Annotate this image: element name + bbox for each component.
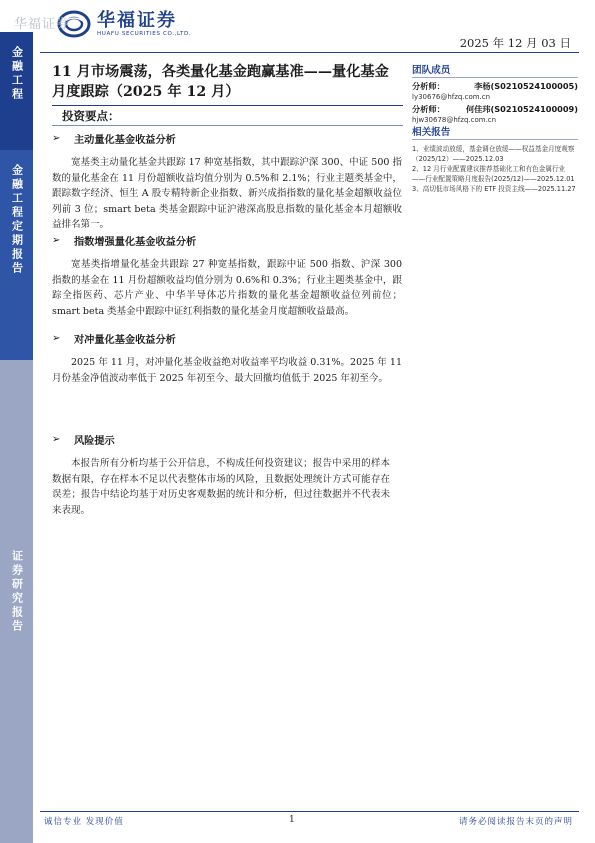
section-heading: 风险提示 <box>74 435 115 447</box>
sidebar <box>0 32 33 815</box>
section-active-quant <box>52 131 402 233</box>
brand-logo <box>57 10 191 38</box>
sidebar-bottom: 证券研究报告 <box>0 360 33 843</box>
section-heading: 指数增强量化基金收益分析 <box>74 236 197 248</box>
report-date: 2025 年 12 月 03 日 <box>459 36 571 50</box>
related-report-item[interactable]: 1、业绩波动放缓，基金调仓放缓——权益基金月度观察（2025/12）——2025.12.03 <box>412 145 575 163</box>
section-heading: 对冲量化基金收益分析 <box>74 334 176 346</box>
analyst-name: 李杨(S0210524100005) <box>474 81 578 91</box>
team-heading: 团队成员 <box>412 62 578 78</box>
sidebar-top: 金融工程 <box>0 32 33 150</box>
brand-name-en: HUAFU SECURITIES CO.,LTD. <box>97 30 192 37</box>
section-index-enhanced <box>52 233 402 319</box>
key-points-divider <box>52 125 403 126</box>
related-reports-panel <box>412 124 578 194</box>
sidebar-middle: 金融工程定期报告 <box>0 150 33 360</box>
header-divider <box>40 52 579 53</box>
section-body: 本报告所有分析均基于公开信息，不构成任何投资建议；报告中采用的样本数据有限，存在样本不足以代表整体市场的风险，且数据处理统计方式可能存在误差；报告中结论均基于对历史客观数据的统计和分析，但过往数据并不代表未来表现。 <box>52 458 390 516</box>
section-hedge-quant <box>52 331 402 386</box>
team-panel <box>412 62 578 125</box>
section-heading: 主动量化基金收益分析 <box>74 134 176 146</box>
section-risk <box>52 432 402 518</box>
arrow-bullet-icon: ➢ <box>52 434 61 445</box>
analyst-2: 分析师： 何佳玮(S0210524100009) hjw30678@hfzq.com.cn <box>412 104 578 124</box>
analyst-name: 何佳玮(S0210524100009) <box>465 104 578 114</box>
footer-divider <box>40 811 579 812</box>
arrow-bullet-icon: ➢ <box>52 235 61 246</box>
analyst-1: 分析师： 李杨(S0210524100005) ly30676@hfzq.com.cn <box>412 81 578 101</box>
footer-slogan: 诚信专业 发现价值 <box>44 817 124 827</box>
analyst-email[interactable]: ly30676@hfzq.com.cn <box>412 93 491 101</box>
related-heading: 相关报告 <box>412 124 578 140</box>
page-number: 1 <box>289 815 295 825</box>
key-points-label: 投资要点： <box>62 109 120 123</box>
analyst-email[interactable]: hjw30678@hfzq.com.cn <box>412 116 497 124</box>
footer-disclaimer: 请务必阅读报告末页的声明 <box>458 817 573 827</box>
section-body: 宽基类主动量化基金共跟踪 17 种宽基指数，其中跟踪沪深 300、中证 500 指数的量化基金在 11 月份超额收益均值分别为 0.5%和 2.1%；行业主题类基金中，跟踪数字经济、恒生 A 股专精特新企业指数、新兴成指指数的量化基金超额收益位列前 3 位；smart beta 类基金跟踪中证沪港深高股息指数的量化基金本月超额收益排名第一。 <box>52 157 402 231</box>
section-body: 宽基类指增量化基金共跟踪 27 种宽基指数，跟踪中证 500 指数、沪深 300 指数的基金在 11 月份超额收益均值分别为 0.6%和 0.3%；行业主题类基金中，跟踪全指医药、芯片产业、中华半导体芯片指数的量化基金超额收益位列前位；smart beta 类基金中跟踪中证红利指数的量化基金月度超额收益最高。 <box>52 259 402 317</box>
related-report-item[interactable]: 3、高切低市场风格下的 ETF 投资主线——2025.11.27 <box>412 185 576 193</box>
watermark: 华福证券 <box>14 17 71 32</box>
brand-name-cn: 华福证券 <box>97 9 177 31</box>
report-title: 11 月市场震荡，各类量化基金跑赢基准——量化基金月度跟踪（2025 年 12 月） <box>52 64 389 100</box>
section-body: 2025 年 11 月，对冲量化基金收益绝对收益率平均收益 0.31%。2025 年 11 月份基金净值波动率低于 2025 年初至今、最大回撤均值低于 2025 年初至今。 <box>52 357 402 384</box>
arrow-bullet-icon: ➢ <box>52 133 61 144</box>
title-divider <box>52 105 403 106</box>
arrow-bullet-icon: ➢ <box>52 333 61 344</box>
related-report-item[interactable]: 2、12 月行业配置建议推荐基础化工和有色金属行业——行业配置策略月度报告(2025/12)——2025.12.01 <box>412 165 575 183</box>
